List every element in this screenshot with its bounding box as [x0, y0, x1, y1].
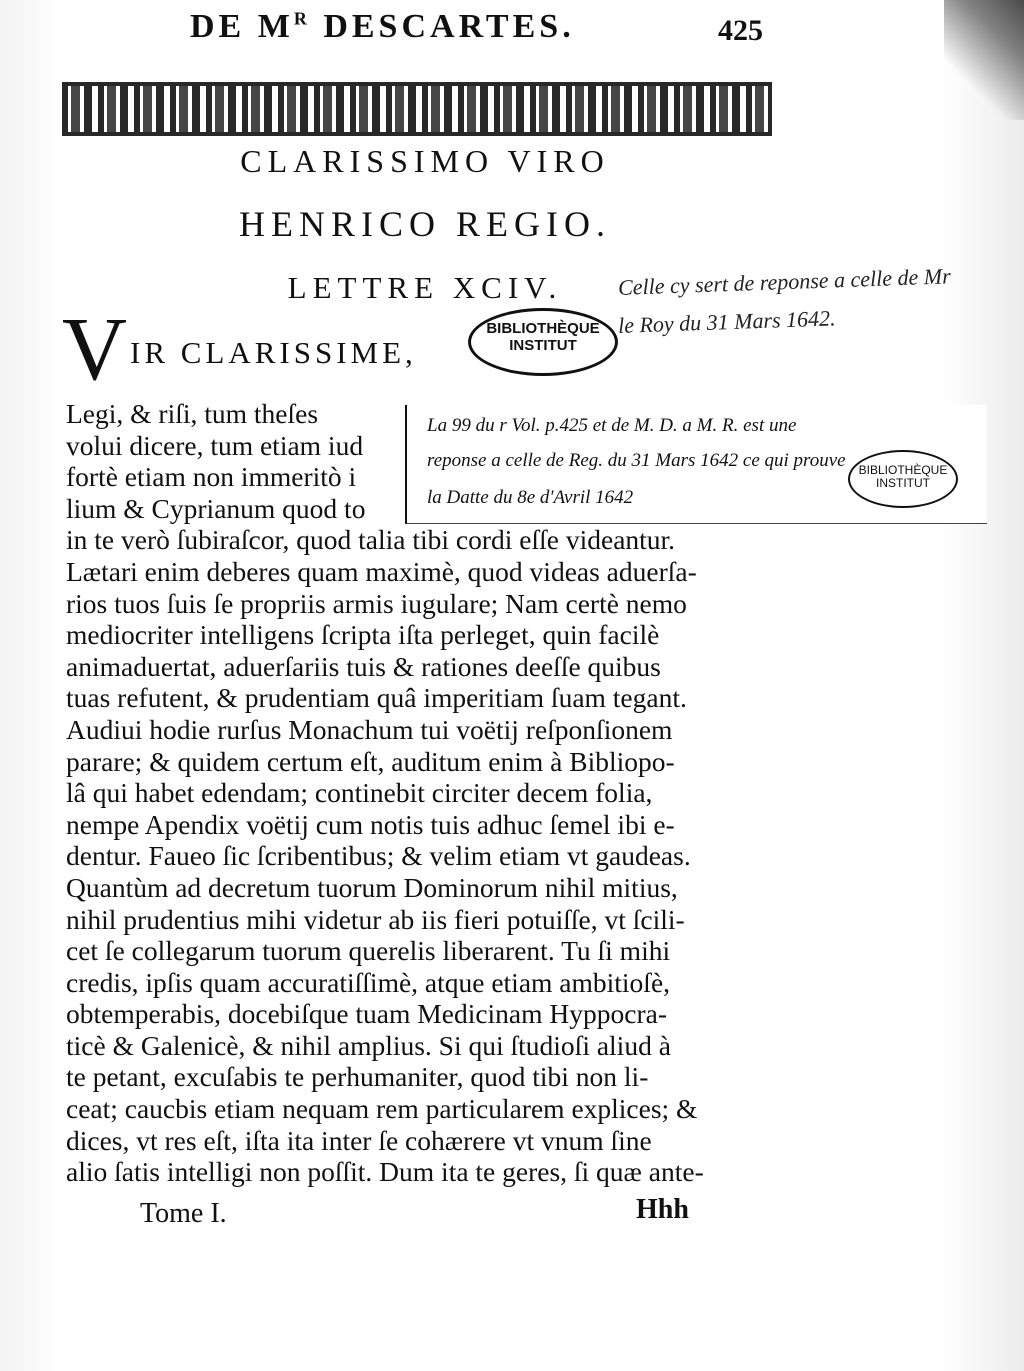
ornamental-border [62, 82, 772, 136]
text-line: nempe Apendix voëtij cum notis tuis adhuc ſemel ibi e- [66, 808, 675, 840]
volume-label: Tome I. [140, 1198, 227, 1229]
text-line: dices, vt res eſt, iſta ita inter ſe cohærere vt vnum ſine [66, 1124, 652, 1156]
text-line: dentur. Faueo ſic ſcribentibus; & velim etiam vt gaudeas. [66, 840, 691, 872]
margin-note-line: Celle cy sert de reponse a celle de Mr [617, 263, 952, 300]
text-line: Quantùm ad decretum tuorum Dominorum nihil mitius, [66, 871, 678, 903]
running-head-sup: R [293, 8, 311, 29]
drop-cap: V [62, 300, 127, 399]
running-head [190, 8, 575, 46]
running-head-title: DE M [190, 8, 294, 45]
page-edge-shadow [944, 0, 1024, 120]
stamp-line: BIBLIOTHÈQUE [486, 320, 600, 337]
text-line: volui dicere, tum etiam iud [66, 429, 364, 461]
text-line: nihil prudentius mihi videtur ab iis fieri potuiſſe, vt ſcili- [66, 903, 685, 935]
inserted-note-line: reponse a celle de Reg. du 31 Mars 1642 ce qui prouve [427, 450, 846, 471]
letter-number: LETTRE XCIV. [287, 270, 563, 305]
text-line: lâ qui habet edendam; continebit circiter decem folia, [66, 777, 653, 809]
running-head-title-rest: DESCARTES. [310, 8, 575, 45]
signature-mark: Hhh [636, 1194, 689, 1225]
text-line: te petant, excuſabis te perhumaniter, quod tibi non li- [66, 1061, 649, 1093]
text-line: Legi, & riſi, tum theſes [66, 398, 319, 429]
inserted-note-line: la Datte du 8e d'Avril 1642 [427, 487, 634, 508]
salutation: IR CLARISSIME, [130, 335, 417, 370]
text-line: Audiui hodie rurſus Monachum tui voëtij reſponſionem [66, 713, 673, 745]
stamp-line: BIBLIOTHÈQUE [858, 463, 948, 477]
text-line: ticè & Galenicè, & nihil amplius. Si qui ſtudioſi aliud à [66, 1029, 671, 1061]
text-line: rios tuos ſuis ſe propriis armis iugulare; Nam certè nemo [66, 587, 687, 619]
stamp-line: INSTITUT [509, 336, 577, 354]
margin-note-line: le Roy du 31 Mars 1642. [617, 305, 836, 338]
stamp-line: INSTITUT [876, 476, 930, 491]
text-line: parare; & quidem certum eſt, auditum enim à Bibliopo- [66, 745, 675, 777]
text-line: obtemperabis, docebiſque tuam Medicinam Hyppocra- [66, 998, 667, 1030]
text-line: ceat; caucbis etiam nequam rem particularem explices; & [66, 1093, 698, 1125]
text-line: tuas refutent, & prudentiam quâ imperitiam ſuam tegant. [66, 682, 687, 714]
text-line: animaduertat, aduerſariis tuis & rationes deeſſe quibus [66, 650, 661, 682]
heading-recipient: CLARISSIMO VIRO [240, 143, 610, 179]
heading-name: HENRICO REGIO. [239, 204, 611, 244]
inserted-note-line: La 99 du r Vol. p.425 et de M. D. a M. R. est une [427, 415, 797, 436]
handwritten-margin-note [618, 262, 1016, 338]
library-stamp-main [468, 308, 618, 376]
text-line: in te verò ſubiraſcor, quod talia tibi cordi eſſe videantur. [66, 524, 676, 556]
library-stamp-secondary [848, 450, 958, 508]
text-line: mediocriter intelligens ſcripta iſta perleget, quin facilè [66, 619, 660, 651]
text-line: lium & Cyprianum quod to [66, 492, 366, 524]
text-line: alio ſatis intelligi non poſſit. Dum ita te geres, ſi quæ ante- [66, 1156, 704, 1188]
text-line: credis, ipſis quam accuratiſſimè, atque etiam ambitioſè, [66, 966, 671, 998]
page-number: 425 [718, 14, 763, 47]
text-line: Lætari enim deberes quam maximè, quod videas aduerſa- [66, 555, 697, 587]
text-line: cet ſe collegarum tuorum querelis liberarent. Tu ſi mihi [66, 935, 671, 967]
text-line: fortè etiam non immeritò i [66, 461, 357, 493]
